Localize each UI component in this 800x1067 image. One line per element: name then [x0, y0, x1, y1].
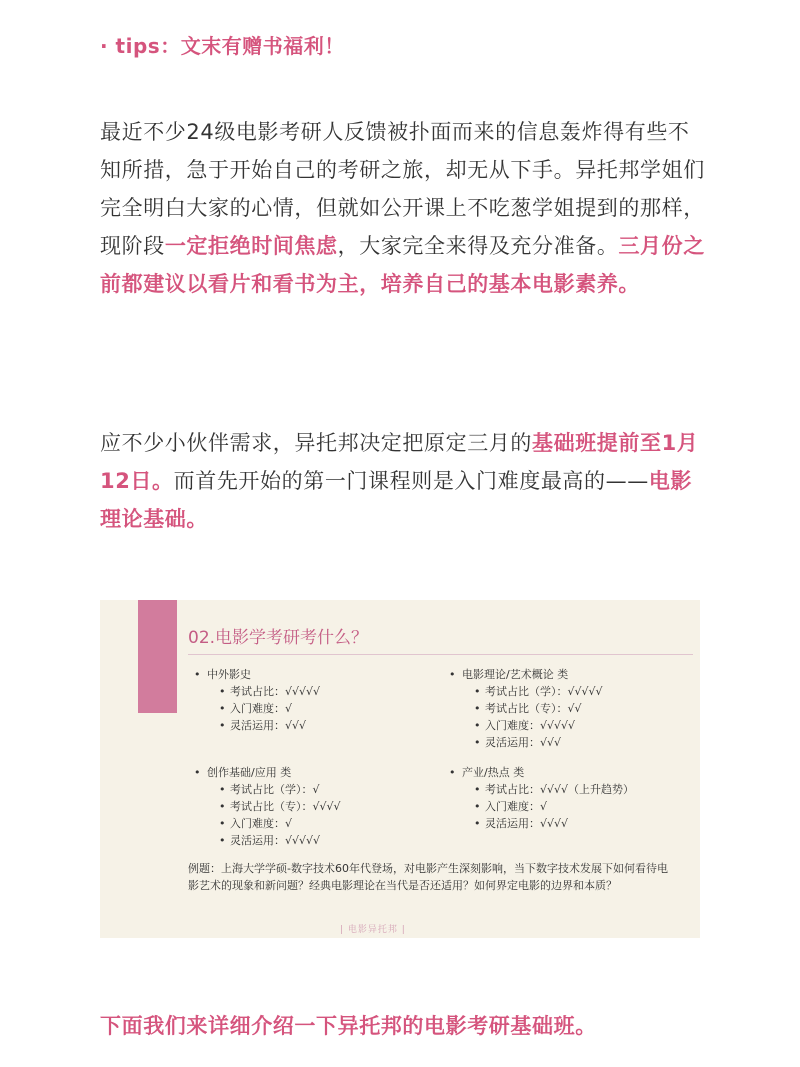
subject-block-creation [207, 764, 341, 849]
slide-accent-tab [138, 600, 177, 713]
closing-line: 下面我们来详细介绍一下异托邦的电影考研基础班。 [100, 1014, 597, 1038]
subject-item: • 考试占比（学）：√√√√√ [462, 683, 603, 700]
subject-item: • 入门难度：√ [207, 700, 320, 717]
example-question: 例题：上海大学学硕-数字技术60年代登场，对电影产生深刻影响，当下数字技术发展下如何看待电影艺术的现象和新问题？经典电影理论在当代是否还适用？如何界定电影的边界和本质？ [188, 862, 668, 892]
intro-highlight-1: 一定拒绝时间焦虑 [164, 234, 338, 258]
subject-item: • 考试占比（专）：√√ [462, 700, 603, 717]
slide-divider [188, 654, 693, 655]
intro-text-1: 最近不少24级电影考研人反馈被扑面而来的信息轰炸得有些不知所措，急于开始自己的考研之旅，却无从下手。异托邦学姐们完全明白大家的心情，但就如公开课上不吃葱学姐提到的那样，现阶段 [100, 120, 705, 258]
announcement-paragraph [100, 424, 705, 538]
subject-block-film-theory [462, 666, 603, 751]
intro-paragraph [100, 113, 705, 303]
slide-footer-watermark: | 电影异托邦 | [340, 925, 406, 935]
announce-text-2: 而首先开始的第一门课程则是入门难度最高的—— [173, 469, 649, 493]
subject-item: • 入门难度：√ [462, 798, 634, 815]
subject-heading: • 创作基础/应用 类 [207, 764, 341, 781]
subject-item: • 考试占比：√√√√√ [207, 683, 320, 700]
subject-item: • 考试占比（学）：√ [207, 781, 341, 798]
subject-heading: • 电影理论/艺术概论 类 [462, 666, 603, 683]
subject-item: • 入门难度：√ [207, 815, 341, 832]
subject-heading: • 中外影史 [207, 666, 320, 683]
announce-highlight-2: 电影理论基础。 [100, 469, 693, 531]
subject-item: • 灵活运用：√√√ [462, 734, 603, 751]
announce-highlight-1: 基础班提前至1月12日。 [100, 431, 699, 493]
subject-item: • 灵活运用：√√√ [207, 717, 320, 734]
intro-highlight-2: 三月份之前都建议以看片和看书为主，培养自己的基本电影素养。 [100, 234, 705, 296]
subject-item: • 入门难度：√√√√√ [462, 717, 603, 734]
announce-text-1: 应不少小伙伴需求，异托邦决定把原定三月的 [100, 431, 532, 455]
subject-item: • 考试占比（专）：√√√√ [207, 798, 341, 815]
subject-item: • 灵活运用：√√√√√ [207, 832, 341, 849]
slide-title: 02.电影学考研考什么？ [188, 628, 369, 648]
tips-line: · tips：文末有赠书福利！ [100, 34, 345, 58]
subject-block-industry [462, 764, 634, 832]
subject-item: • 灵活运用：√√√√ [462, 815, 634, 832]
course-slide-image [100, 600, 700, 938]
subject-block-film-history [207, 666, 320, 734]
intro-text-2: ，大家完全来得及充分准备。 [337, 234, 619, 258]
subject-item: • 考试占比：√√√√（上升趋势） [462, 781, 634, 798]
subject-heading: • 产业/热点 类 [462, 764, 634, 781]
